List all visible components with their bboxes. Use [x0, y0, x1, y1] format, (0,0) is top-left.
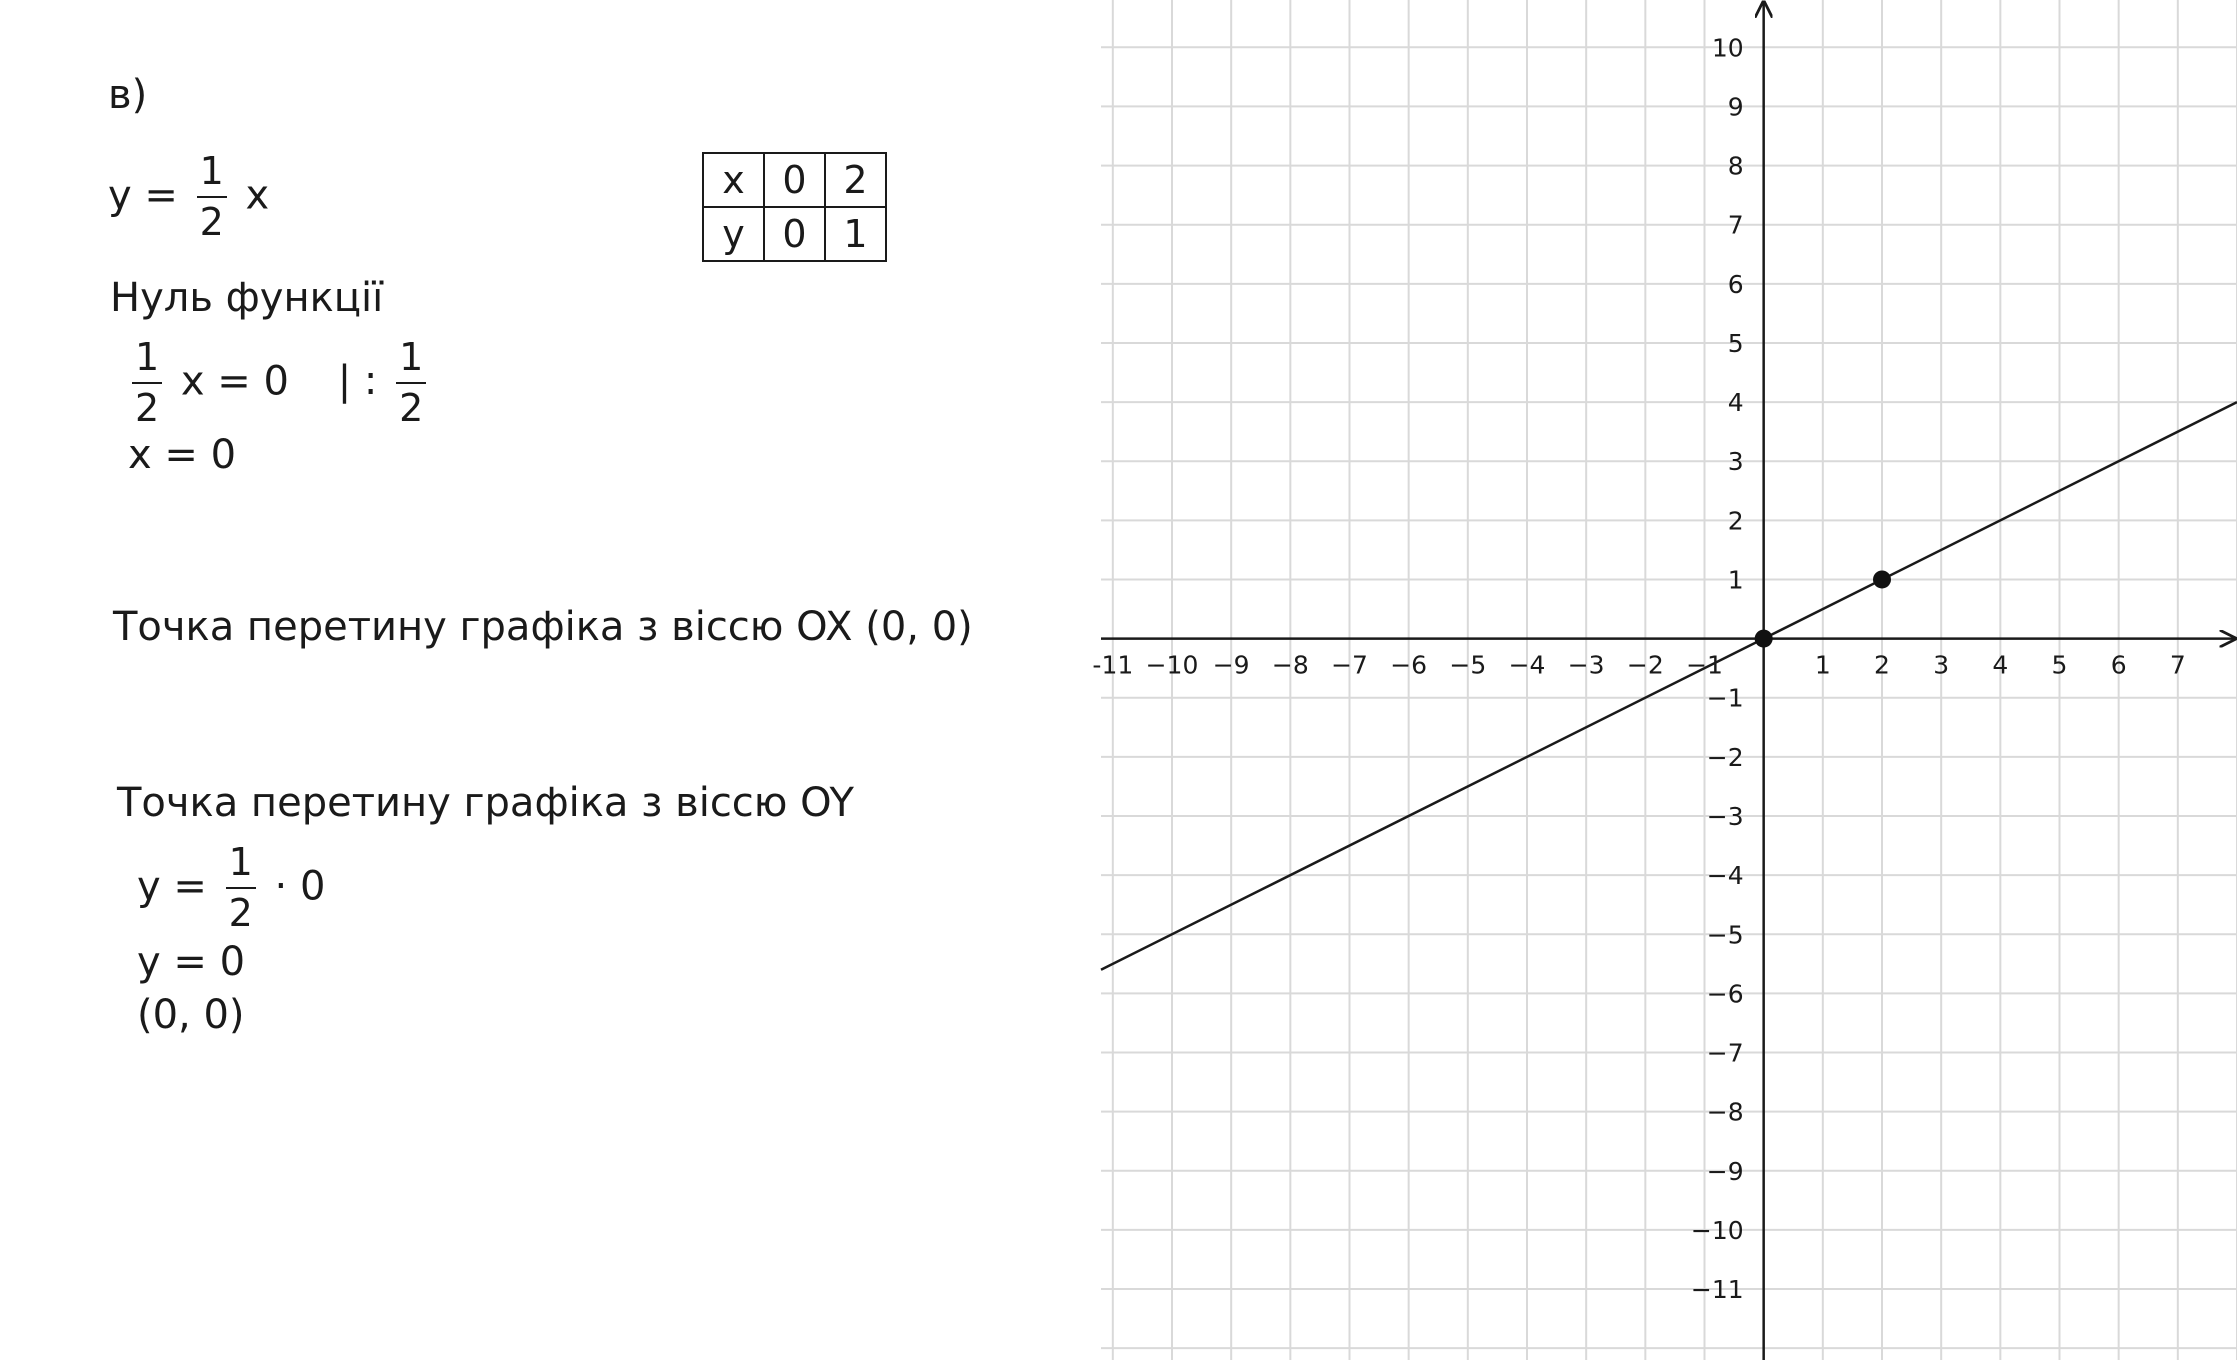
fraction-numerator: 1	[226, 843, 256, 889]
y-tick-label: 8	[1727, 151, 1744, 181]
y-tick-label: −8	[1706, 1097, 1744, 1127]
fraction-denominator: 2	[199, 199, 224, 244]
y-tick-label: −4	[1706, 861, 1744, 891]
oy-result: y = 0	[137, 939, 246, 985]
zero-fraction	[132, 335, 162, 430]
fraction-denominator: 2	[228, 890, 253, 935]
fraction-numerator: 1	[132, 338, 162, 384]
zero-heading: Нуль функції	[110, 275, 384, 321]
series	[1101, 402, 2237, 970]
y-tick-label: −3	[1706, 802, 1744, 831]
table-row	[703, 207, 886, 261]
zero-equation	[126, 335, 432, 430]
y-tick-label: 9	[1727, 92, 1744, 122]
fraction-denominator: 2	[135, 385, 160, 430]
x-tick-label: 1	[1814, 650, 1831, 680]
x-tick-label: 7	[2169, 650, 2186, 680]
y-tick-label: −7	[1706, 1038, 1744, 1068]
formula-fraction	[197, 149, 227, 244]
y-tick-label: −5	[1706, 920, 1744, 950]
y-tick-label: −1	[1706, 683, 1744, 713]
x-tick-label: −2	[1626, 650, 1664, 680]
y-tick-label: 3	[1727, 447, 1744, 477]
table-cell: 1	[825, 207, 886, 261]
x-tick-label: −4	[1508, 650, 1546, 680]
oy-point: (0, 0)	[137, 992, 245, 1038]
y-tick-label: −2	[1706, 742, 1744, 772]
y-tick-label: −6	[1706, 979, 1744, 1009]
fraction-denominator: 2	[399, 385, 424, 430]
value-table	[702, 152, 887, 262]
x-tick-label: −10	[1145, 650, 1199, 680]
x-tick-label: −5	[1449, 650, 1487, 680]
zero-result: x = 0	[128, 432, 237, 478]
divide-marker: | :	[337, 358, 378, 405]
table-header-y: y	[703, 207, 764, 261]
x-tick-label: 3	[1933, 650, 1950, 680]
function-formula	[108, 149, 270, 244]
y-tick-label: 6	[1727, 269, 1744, 299]
x-tick-label: 4	[1992, 650, 2009, 680]
y-tick-label: 5	[1727, 328, 1744, 358]
table-cell: 0	[764, 153, 825, 207]
coordinate-plane	[1092, 0, 2237, 1360]
x-tick-label: 2	[1874, 650, 1890, 680]
x-tick-label: 5	[2051, 650, 2068, 680]
x-tick-label: -11	[1092, 650, 1134, 680]
y-tick-label: 4	[1727, 388, 1744, 418]
table-header-x: x	[703, 153, 764, 207]
grid-lines	[1101, 0, 2237, 1360]
fraction-numerator: 1	[197, 152, 227, 198]
y-tick-label: 10	[1711, 33, 1744, 63]
table-cell: 0	[764, 207, 825, 261]
zero-equation-middle: x = 0	[180, 358, 289, 405]
graph-point	[1873, 570, 1891, 588]
oy-equation-rhs: · 0	[274, 863, 326, 910]
x-tick-label: 6	[2110, 650, 2127, 680]
formula-rhs: x	[245, 172, 270, 219]
part-label: в)	[108, 72, 148, 118]
x-tick-label: −1	[1686, 650, 1723, 680]
x-tick-label: −3	[1567, 650, 1605, 680]
oy-fraction	[226, 840, 256, 935]
ox-intersection: Точка перетину графіка з віссю OX (0, 0)	[113, 604, 973, 650]
graph-point	[1755, 630, 1773, 648]
oy-heading: Точка перетину графіка з віссю OY	[117, 780, 854, 826]
y-tick-label: −11	[1690, 1275, 1744, 1305]
y-tick-label: −10	[1690, 1215, 1744, 1245]
formula-lhs: y =	[108, 172, 178, 219]
axes	[1101, 2, 2235, 1360]
y-tick-label: 2	[1727, 506, 1744, 536]
table-cell: 2	[825, 153, 886, 207]
x-tick-label: −9	[1212, 650, 1250, 680]
divisor-fraction	[396, 335, 426, 430]
oy-equation	[137, 840, 326, 935]
fraction-numerator: 1	[396, 338, 426, 384]
x-tick-label: −8	[1271, 650, 1309, 680]
x-tick-label: −6	[1390, 650, 1428, 680]
x-tick-label: −7	[1331, 650, 1368, 680]
y-tick-label: 7	[1727, 210, 1744, 240]
table-row	[703, 153, 886, 207]
oy-equation-lhs: y =	[137, 863, 207, 910]
y-tick-label: −9	[1706, 1156, 1744, 1186]
y-tick-label: 1	[1727, 565, 1744, 595]
function-line	[1101, 402, 2237, 970]
